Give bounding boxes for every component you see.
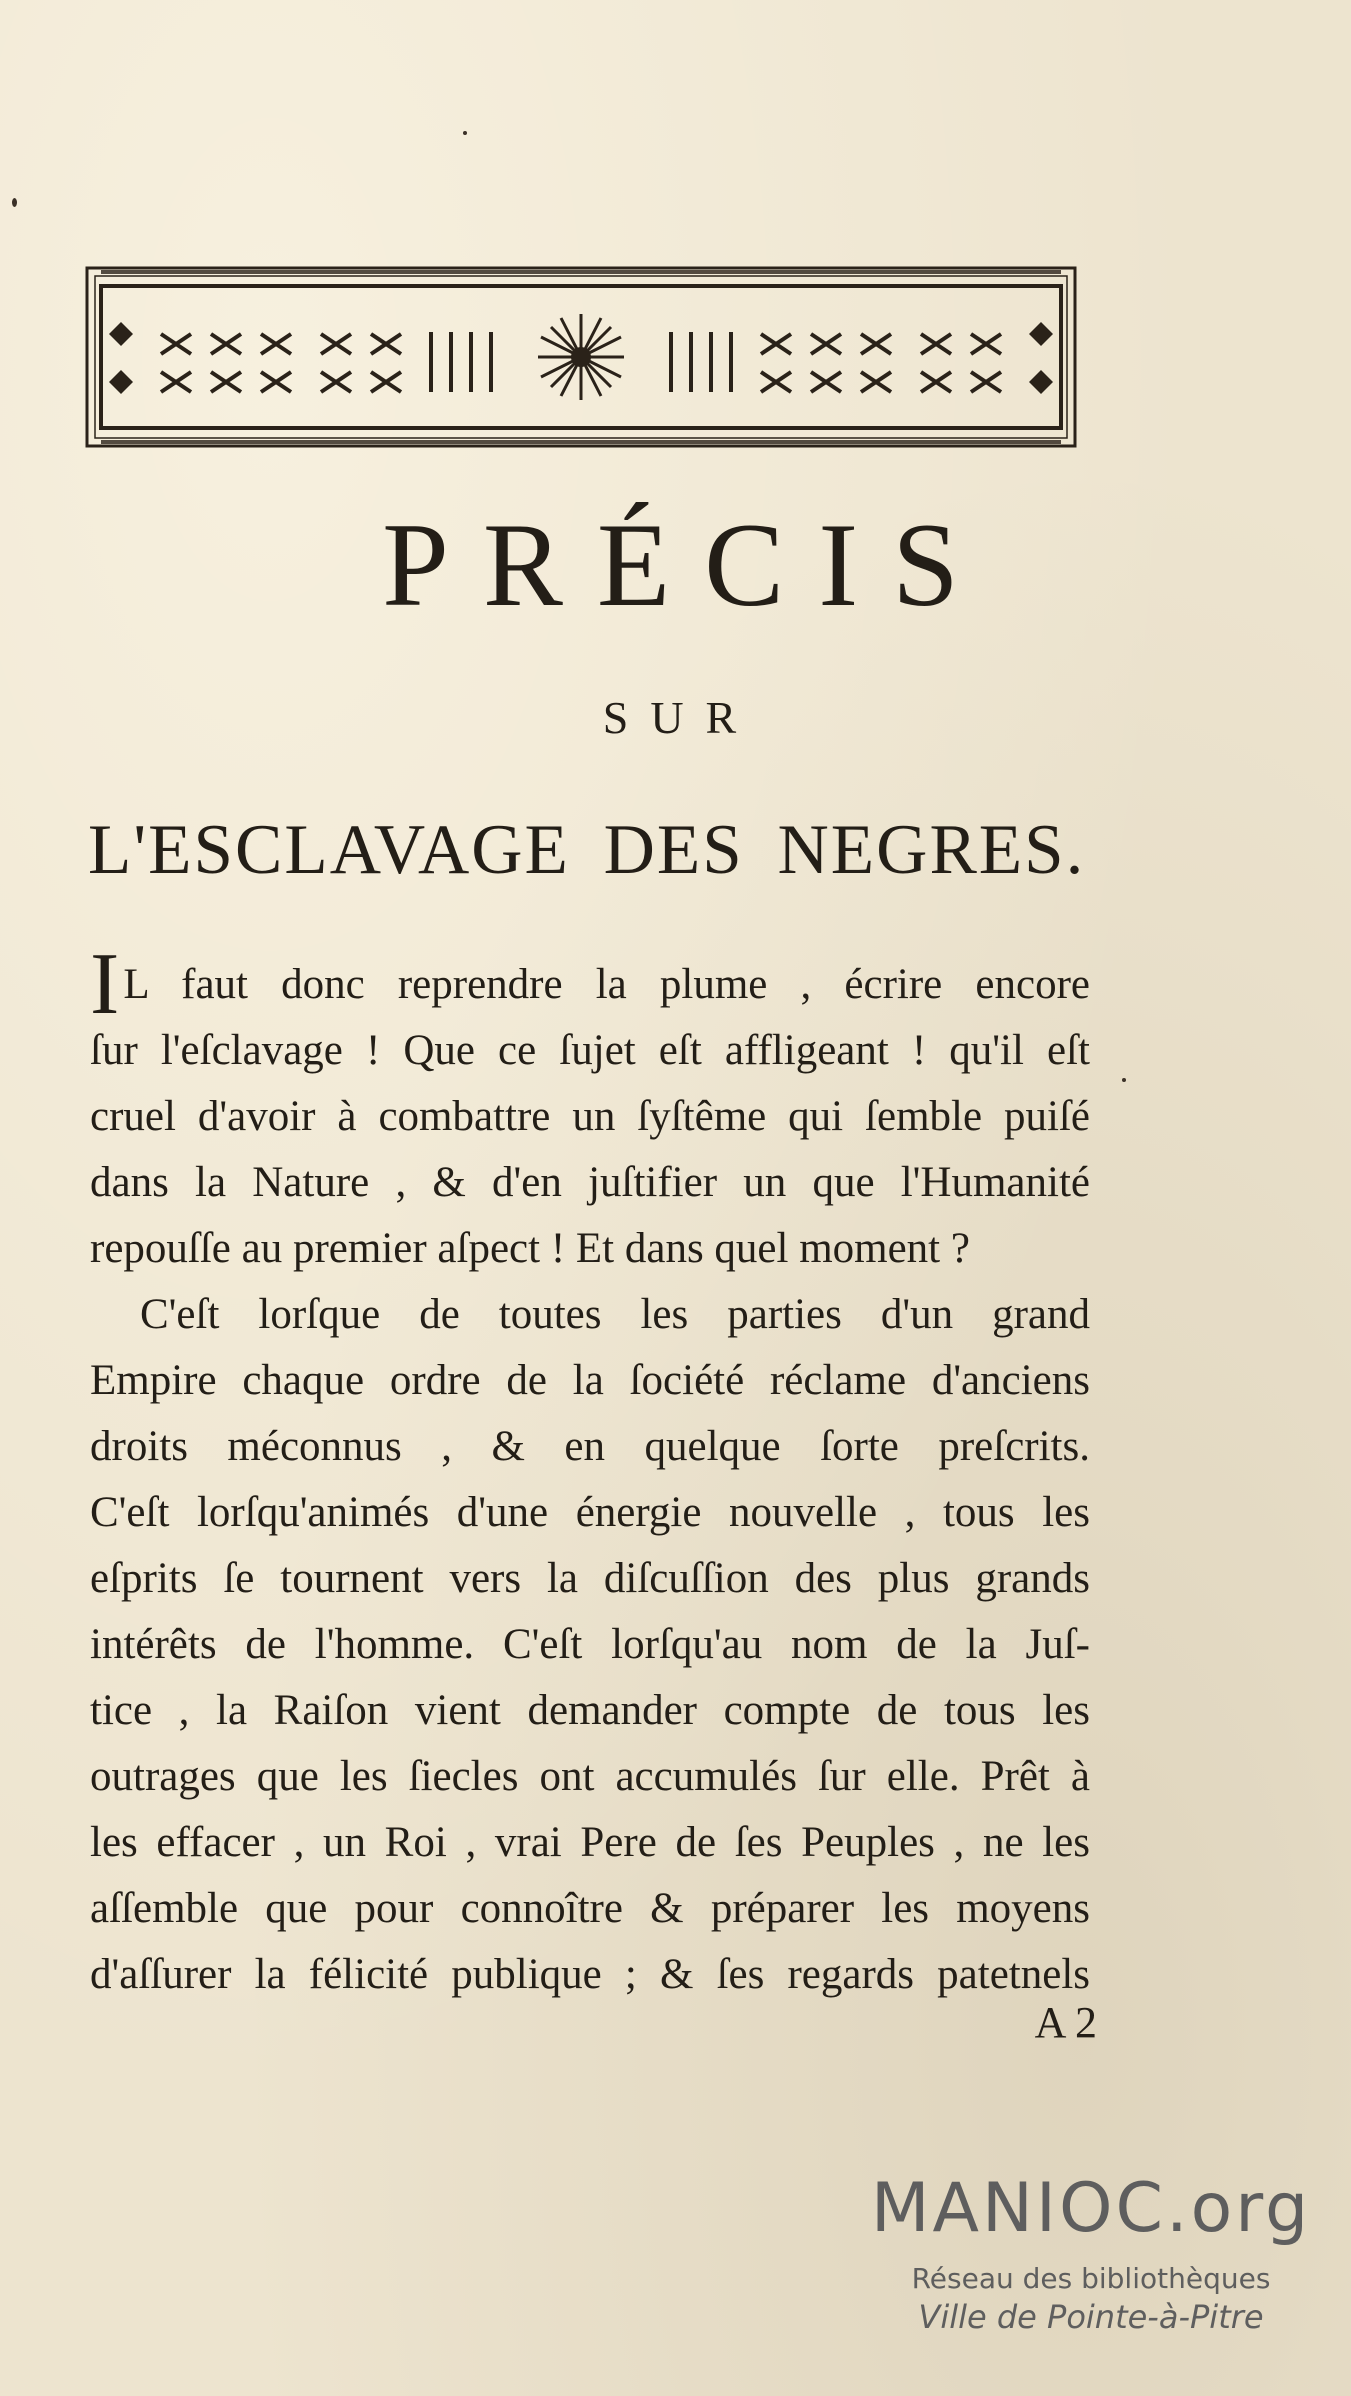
manioc-logo: MANIOC.org [870,2169,1312,2248]
text-line-3: cruel d'avoir à combattre un ſyſtême qui ſemble puiſé [90,1093,1090,1140]
ink-speck [463,131,467,135]
title-subject: L'ESCLAVAGE DES NEGRES. [88,811,1086,889]
ink-speck [1122,1078,1126,1082]
drop-cap: I [90,936,120,1033]
text-line-16: d'aſſurer la félicité publique ; & ſes regards patetnels [90,1951,1090,1998]
text-line-8: droits méconnus , & en quelque ſorte preſcrits. [90,1423,1090,1470]
decorative-headpiece-ornament [80,262,1082,452]
text-line-11: intérêts de l'homme. C'eſt lorſqu'au nom de la Juſ- [90,1621,1090,1668]
text-line-13: outrages que les ſiecles ont accumulés ſur elle. Prêt à [90,1753,1090,1800]
text-line-7: Empire chaque ordre de la ſociété réclame d'anciens [90,1357,1090,1404]
title-precis: PRÉCIS [382,498,993,631]
manioc-watermark [866,2169,1316,2339]
text-line-2: ſur l'eſclavage ! Que ce ſujet eſt affligeant ! qu'il eſt [90,1027,1090,1074]
ornament-border-icon [80,262,1082,452]
ink-speck [12,198,17,207]
text-line-14: les effacer , un Roi , vrai Pere de ſes Peuples , ne les [90,1819,1090,1866]
text-line-15: aſſemble que pour connoître & préparer les moyens [90,1885,1090,1932]
text-line-6: C'eſt lorſque de toutes les parties d'un grand [140,1291,1090,1338]
text-line-9: C'eſt lorſqu'animés d'une énergie nouvelle , tous les [90,1489,1090,1536]
text-line-4: dans la Nature , & d'en juſtifier un que l'Humanité [90,1159,1090,1206]
library-network-label: Réseau des bibliothèques [911,2262,1271,2295]
title-sur: SUR [602,692,759,743]
signature-mark: A 2 [1034,1998,1097,2047]
text-line-12: tice , la Raiſon vient demander compte de tous les [90,1687,1090,1734]
body-text [90,936,1090,2008]
text-line-1-rest: L faut donc reprendre la plume , écrire encore [123,961,1090,1008]
text-line-1 [90,936,1090,1033]
library-city-label: Ville de Pointe-à-Pitre [918,2298,1264,2337]
text-line-5: repouſſe au premier aſpect ! Et dans quel moment ? [90,1225,970,1272]
text-line-10: eſprits ſe tournent vers la diſcuſſion des plus grands [90,1555,1090,1602]
